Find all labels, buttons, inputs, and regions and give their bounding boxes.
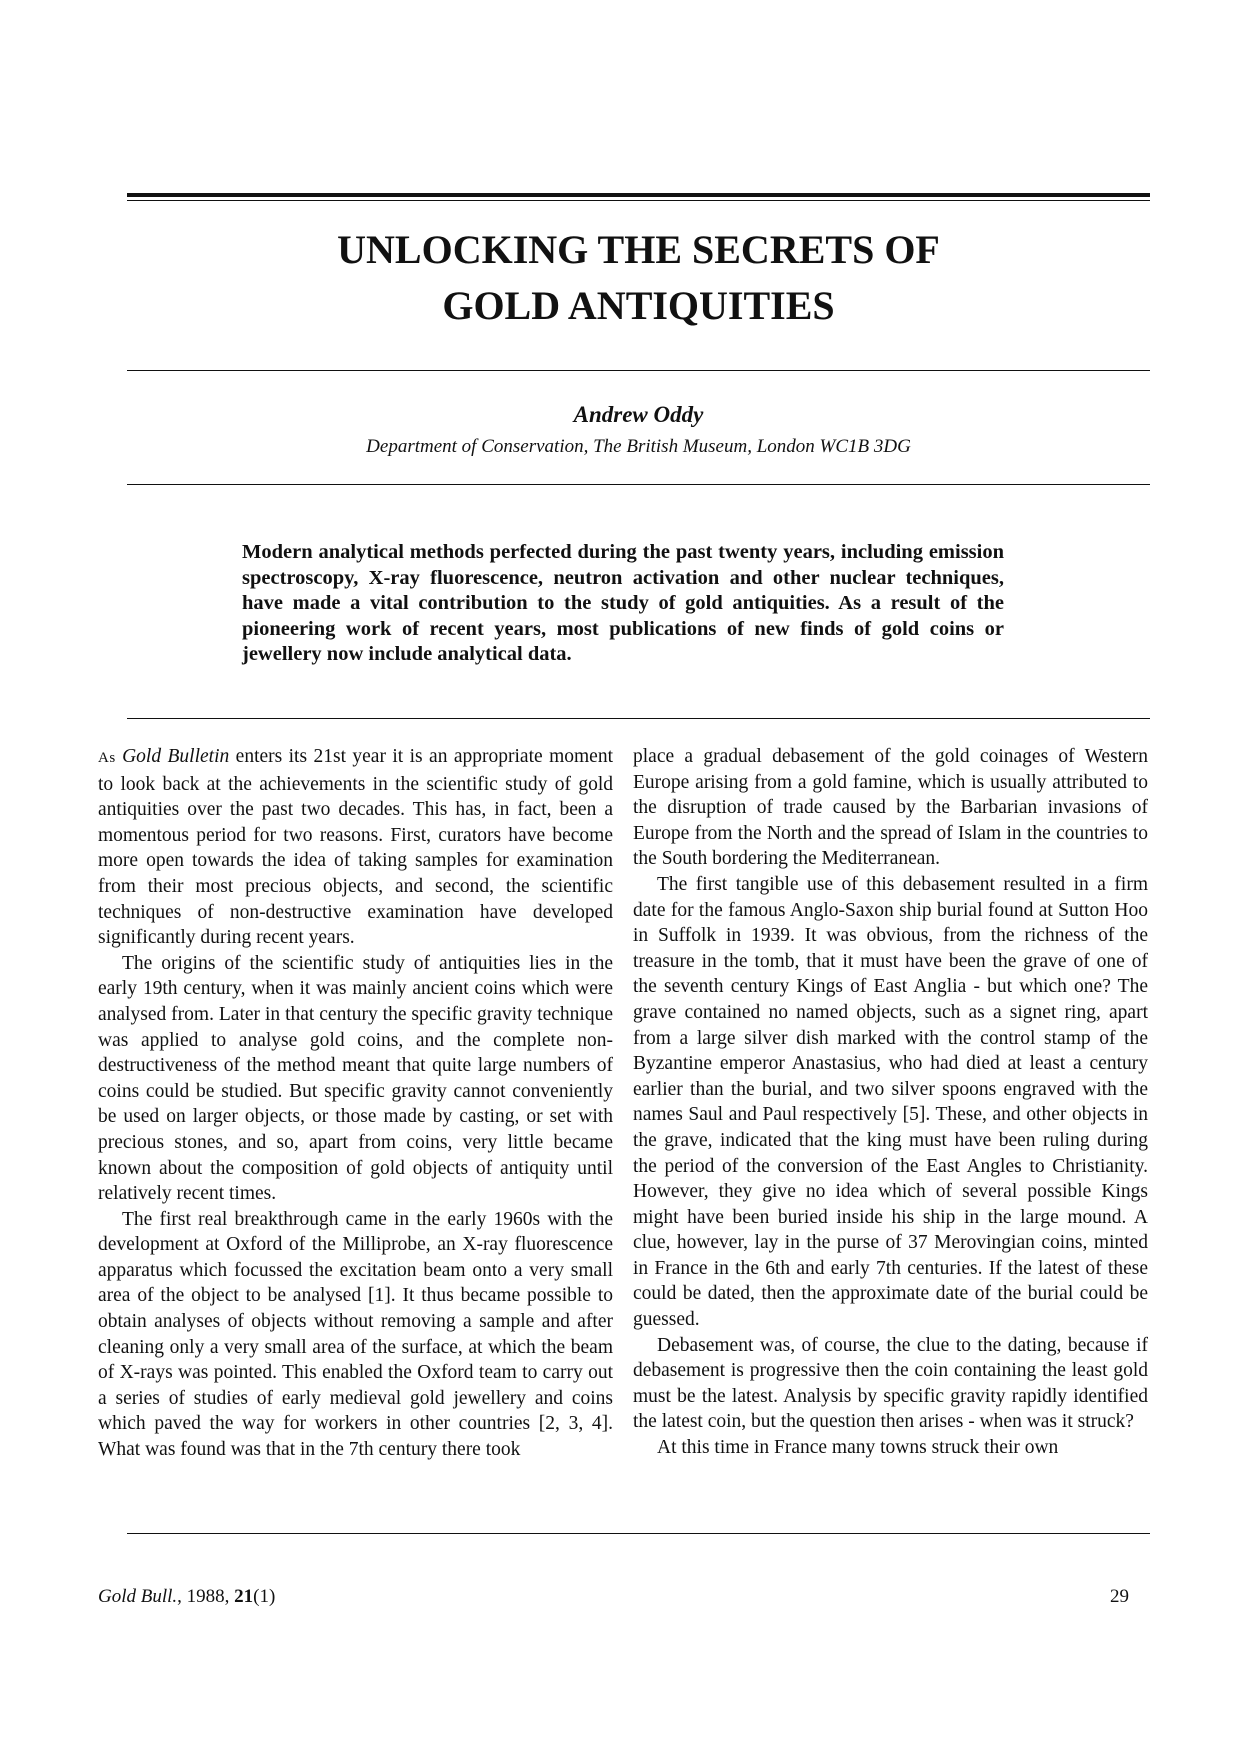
- footer-rule: [127, 1533, 1150, 1534]
- body-column-left: [98, 744, 613, 1463]
- footer-issue: (1): [253, 1586, 276, 1607]
- page-number: 29: [1110, 1586, 1129, 1607]
- body-paragraph: At this time in France many towns struck their own: [657, 1437, 1059, 1459]
- author-name: Andrew Oddy: [573, 402, 704, 427]
- top-rule-thin: [127, 200, 1150, 201]
- article-title: [127, 222, 1150, 334]
- footer-year: , 1988,: [177, 1586, 235, 1607]
- abstract-bottom-rule: [127, 718, 1150, 719]
- body-paragraph: The origins of the scientific study of antiquities lies in the early 19th century, when it was mainly ancient coins which were analysed from. Later in that century the specific gravity technique was applied to analyse gold coins, and the complete non-destructiveness of the method meant that quite large numbers of coins could be studied. But specific gravity cannot conveniently be used on larger objects, or those made by casting, or set with precious stones, and so, apart from coins, very little became known about the composition of gold objects of antiquity until relatively recent times.: [98, 952, 613, 1205]
- body-column-right: [633, 744, 1148, 1461]
- title-line-2: GOLD ANTIQUITIES: [442, 283, 835, 328]
- title-line-1: UNLOCKING THE SECRETS OF: [337, 227, 940, 272]
- author-affiliation: Department of Conservation, The British Museum, London WC1B 3DG: [366, 436, 911, 457]
- title-bottom-rule: [127, 370, 1150, 371]
- journal-abbrev: Gold Bull.: [98, 1586, 178, 1607]
- footer-volume: 21: [234, 1586, 254, 1607]
- citation-footer: [98, 1586, 275, 1608]
- top-rule-thick: [127, 193, 1150, 197]
- body-paragraph: Debasement was, of course, the clue to the dating, because if debasement is progressive then the coin containing the least gold must be the latest. Analysis by specific gravity rapidly identified the latest coin, but the question then arises - when was it struck?: [633, 1334, 1148, 1433]
- paragraph-text: enters its 21st year it is an appropriate moment to look back at the achievements in the scientific study of gold antiquities over the past two decades. This has, in fact, been a momentous period for two reasons. First, curators have become more open towards the idea of taking samples for examination from their most precious objects, and second, the scientific techniques of non-destructive examination have developed significantly during recent years.: [98, 746, 613, 949]
- affiliation-bottom-rule: [127, 484, 1150, 485]
- body-paragraph: place a gradual debasement of the gold coinages of Western Europe arising from a gold famine, which is usually attributed to the disruption of trade caused by the Barbarian invasions of Europe from the North and the spread of Islam in the countries to the South bordering the Mediterranean.: [633, 746, 1148, 870]
- journal-name-italic: Gold Bulletin: [122, 746, 230, 767]
- body-paragraph: The first tangible use of this debasement resulted in a firm date for the famous Anglo-Saxon ship burial found at Sutton Hoo in Suffolk in 1939. It was obvious, from the richness of the treasure in the tomb, that it must have been the grave of one of the seventh century Kings of East Anglia - but which one? The grave contained no named objects, such as a signet ring, apart from a large silver dish marked with the control stamp of the Byzantine emperor Anastasius, who had died at least a century earlier than the burial, and two silver spoons engraved with the names Saul and Paul respectively [5]. These, and other objects in the grave, indicated that the king must have been ruling during the period of the conversion of the East Angles to Christianity. However, they give no idea which of several possible Kings might have been buried inside his ship in the large mound. A clue, however, lay in the purse of 37 Merovingian coins, minted in France in the 6th and early 7th centuries. If the latest of these could be dated, then the approximate date of the burial could be guessed.: [633, 873, 1148, 1331]
- abstract: Modern analytical methods perfected during the past twenty years, including emission spectroscopy, X-ray fluorescence, neutron activation and other nuclear techniques, have made a vital contribution to the study of gold antiquities. As a result of the pioneering work of recent years, most publications of new finds of gold coins or jewellery now include analytical data.: [242, 541, 1004, 665]
- lead-in-smallcaps: As: [98, 750, 116, 766]
- body-paragraph: The first real breakthrough came in the early 1960s with the development at Oxford of the Milliprobe, an X-ray fluorescence apparatus which focussed the excitation beam onto a very small area of the object to be analysed [1]. It thus became possible to obtain analyses of objects without removing a sample and after cleaning only a very small area of the surface, at which the beam of X-rays was pointed. This enabled the Oxford team to carry out a series of studies of early medieval gold jewellery and coins which paved the way for workers in other countries [2, 3, 4]. What was found was that in the 7th century there took: [98, 1208, 613, 1461]
- body-paragraph: [98, 744, 613, 951]
